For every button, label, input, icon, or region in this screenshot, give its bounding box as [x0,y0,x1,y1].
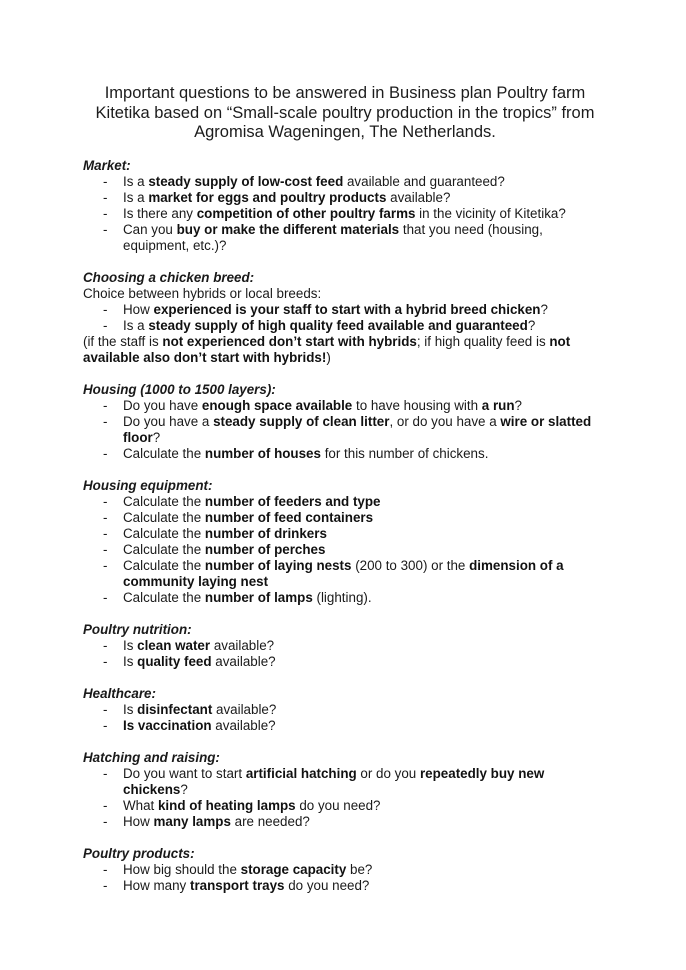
text-run: Do you have a [123,414,214,429]
list-item [83,318,603,334]
list-item [83,398,603,414]
bullet-dash-icon: - [103,542,108,557]
bullet-dash-icon: - [103,414,108,429]
text-run: to have housing with [352,398,482,413]
bullet-dash-icon: - [103,398,108,413]
text-run: for this number of chickens. [320,446,489,461]
document-title [60,84,630,143]
text-run: ? [527,318,536,333]
question-list [83,174,603,254]
list-item [83,654,603,670]
bold-text: experienced is your staff to start with a hybrid breed chicken [153,302,541,317]
section-heading: Housing equipment: [83,478,213,493]
bold-text: wire or slatted floor [123,414,592,445]
list-item [83,798,603,814]
text-run: ? [152,430,161,445]
bold-text: repeatedly buy new chickens [123,766,545,797]
title-line-2: Kitetika based on “Small-scale poultry production in the tropics” from [95,103,595,122]
text-run: How big should the [123,862,241,877]
bold-text: steady supply of high quality feed available and guaranteed [148,318,528,333]
list-item [83,638,603,654]
bullet-dash-icon: - [103,718,108,733]
section-intro: Choice between hybrids or local breeds: [83,286,322,301]
bold-text: steady supply of low-cost feed [148,174,344,189]
list-item [83,814,603,830]
question-list [83,398,603,462]
text-run: Calculate the [123,590,205,605]
list-item [83,590,603,606]
text-run: How many [123,878,190,893]
question-list [83,766,603,830]
text-run: How [123,814,154,829]
bold-text: number of houses [204,446,321,461]
bold-text: not experienced don’t start with hybrids [162,334,417,349]
text-run: Calculate the [123,510,205,525]
question-list [83,638,603,670]
bold-text: number of feed containers [204,510,374,525]
section-heading: Healthcare: [83,686,156,701]
question-list [83,494,603,606]
bold-text: storage capacity [240,862,347,877]
bold-text: number of feeders and type [204,494,381,509]
text-run: , or do you have a [389,414,501,429]
text-run: do you need? [284,878,370,893]
bullet-dash-icon: - [103,302,108,317]
bullet-dash-icon: - [103,510,108,525]
text-run: available? [212,702,277,717]
bold-text: transport trays [189,878,285,893]
bold-text: kind of heating lamps [157,798,296,813]
text-run: Is [123,654,138,669]
bullet-dash-icon: - [103,206,108,221]
text-run: What [123,798,158,813]
list-item [83,510,603,526]
list-item [83,222,603,254]
section-choosing-a-chicken-breed [83,270,603,366]
text-run: available? [211,654,276,669]
section-housing-equipment [83,478,603,606]
text-run: ? [514,398,522,413]
text-run: that you need (housing, equipment, etc.)? [123,222,543,253]
list-item [83,766,603,798]
bold-text: steady supply of clean litter [213,414,390,429]
list-item [83,718,603,734]
section-market [83,158,603,254]
text-run: available? [210,638,275,653]
list-item [83,206,603,222]
bold-text: dimension of a community laying nest [123,558,564,589]
text-run: (if the staff is [83,334,163,349]
text-run: Do you want to start [123,766,246,781]
text-run: Calculate the [123,494,205,509]
text-run: Calculate the [123,446,205,461]
list-item [83,446,603,462]
list-item [83,494,603,510]
bullet-dash-icon: - [103,654,108,669]
section-heading: Housing (1000 to 1500 layers): [83,382,276,397]
text-run: Is there any [123,206,197,221]
bold-text: artificial hatching [245,766,357,781]
title-line-1: Important questions to be answered in Business plan Poultry farm [104,84,586,102]
list-item [83,542,603,558]
text-run: available and guaranteed? [343,174,505,189]
section-heading: Choosing a chicken breed: [83,270,255,285]
bullet-dash-icon: - [103,862,108,877]
bold-text: Is vaccination [123,718,212,733]
bullet-dash-icon: - [103,526,108,541]
bold-text: not available also don’t start with hybrids! [83,334,571,365]
bullet-dash-icon: - [103,798,108,813]
list-item [83,702,603,718]
text-run: ; if high quality feed is [416,334,550,349]
text-run: in the vicinity of Kitetika? [415,206,566,221]
bullet-dash-icon: - [103,702,108,717]
question-list [83,862,603,894]
question-list [83,702,603,734]
text-run: ) [326,350,331,365]
bullet-dash-icon: - [103,638,108,653]
bullet-dash-icon: - [103,878,108,893]
list-item [83,174,603,190]
bullet-dash-icon: - [103,318,108,333]
section-note [83,334,603,366]
bold-text: disinfectant [137,702,213,717]
section-poultry-nutrition [83,622,603,670]
section-heading: Poultry products: [83,846,195,861]
text-run: How [123,302,154,317]
bold-text: competition of other poultry farms [196,206,416,221]
section-housing-1000-to-1500-layers [83,382,603,462]
section-heading: Poultry nutrition: [83,622,192,637]
text-run: available? [386,190,451,205]
text-run: Calculate the [123,558,205,573]
bold-text: a run [481,398,515,413]
bold-text: enough space available [201,398,353,413]
bold-text: many lamps [153,814,231,829]
list-item [83,526,603,542]
document-body [83,158,603,910]
list-item [83,302,603,318]
text-run: Is a [123,190,149,205]
list-item [83,190,603,206]
text-run: do you need? [295,798,381,813]
bold-text: number of drinkers [204,526,327,541]
text-run: be? [346,862,373,877]
bullet-dash-icon: - [103,590,108,605]
text-run: Is [123,702,138,717]
list-item [83,414,603,446]
title-line-3: Agromisa Wageningen, The Netherlands. [194,123,496,141]
text-run: (lighting). [312,590,372,605]
bold-text: number of lamps [204,590,313,605]
bullet-dash-icon: - [103,446,108,461]
bullet-dash-icon: - [103,558,108,573]
text-run: Calculate the [123,542,205,557]
text-run: Is [123,638,138,653]
bold-text: quality feed [137,654,212,669]
bold-text: number of perches [204,542,326,557]
list-item [83,862,603,878]
text-run: Calculate the [123,526,205,541]
question-list [83,302,603,334]
section-healthcare [83,686,603,734]
text-run: ? [540,302,548,317]
text-run: (200 to 300) or the [351,558,470,573]
bullet-dash-icon: - [103,494,108,509]
bullet-dash-icon: - [103,814,108,829]
bold-text: clean water [137,638,211,653]
section-poultry-products [83,846,603,894]
bullet-dash-icon: - [103,174,108,189]
section-hatching-and-raising [83,750,603,830]
text-run: ? [180,782,188,797]
text-run: Is a [123,174,149,189]
bold-text: buy or make the different materials [176,222,400,237]
list-item [83,878,603,894]
text-run: Is a [123,318,149,333]
text-run: or do you [356,766,420,781]
bullet-dash-icon: - [103,190,108,205]
text-run: Can you [123,222,177,237]
section-heading: Hatching and raising: [83,750,220,765]
section-heading: Market: [83,158,131,173]
bold-text: market for eggs and poultry products [148,190,387,205]
text-run: Do you have [123,398,202,413]
bullet-dash-icon: - [103,766,108,781]
bullet-dash-icon: - [103,222,108,237]
list-item [83,558,603,590]
text-run: available? [211,718,276,733]
text-run: are needed? [230,814,310,829]
bold-text: number of laying nests [204,558,352,573]
